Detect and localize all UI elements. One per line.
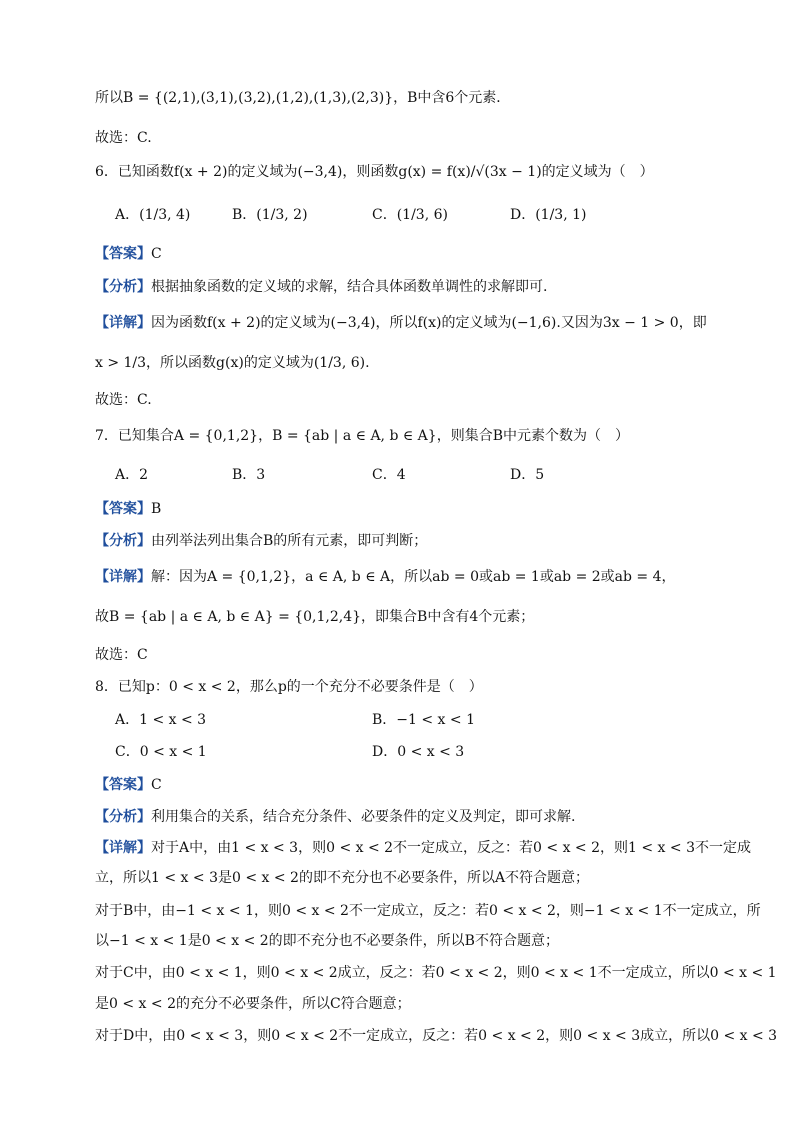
answer-line [95,499,161,519]
analysis-tag: 【分析】 [95,533,151,549]
text-line: 故选：C. [95,392,152,408]
answer-value: C [151,777,162,793]
answer-value: B [151,501,162,517]
detail-text: 以−1 < x < 1是0 < x < 2的即不充分也不必要条件，所以B不符合题意； [95,933,559,949]
detail-tag: 【详解】 [95,315,151,331]
detail-text: x > 1/3，所以函数g(x)的定义域为(1/3, 6). [95,355,370,371]
answer-value: C [151,246,162,262]
answer-line [95,244,162,264]
detail-text: 立，所以1 < x < 3是0 < x < 2的即不充分也不必要条件，所以A不符合题意； [95,870,590,886]
text-line: 所以B = {(2,1),(3,1),(3,2),(1,2),(1,3),(2,3)}，B中含6个元素． [95,90,511,106]
answer-line [95,775,162,795]
text-line: 故选：C [95,647,148,663]
question-6: 6．已知函数f(x + 2)的定义域为(−3,4)，则函数g(x) = f(x)/√(3x − 1)的定义域为（ ） [95,164,654,180]
answer-tag: 【答案】 [95,246,151,262]
question-7: 7．已知集合A = {0,1,2}，B = {ab | a ∈ A, b ∈ A}，则集合B中元素个数为（ ） [95,428,629,444]
detail-text: 是0 < x < 2的充分不必要条件，所以C符合题意； [95,996,411,1012]
detail-tag: 【详解】 [95,840,151,856]
detail-text: 对于A中，由1 < x < 3，则0 < x < 2不一定成立，反之：若0 < x < 2，则1 < x < 3不一定成 [151,840,751,856]
option-d: D．(1/3, 1) [510,207,587,223]
detail-tag: 【详解】 [95,569,151,585]
analysis-text: 由列举法列出集合B的所有元素，即可判断； [151,533,428,549]
question-8: 8．已知p：0 < x < 2，那么p的一个充分不必要条件是（ ） [95,679,483,695]
detail-line [95,567,676,587]
option-a: A．1 < x < 3 [115,712,207,728]
detail-text: 对于B中，由−1 < x < 1，则0 < x < 2不一定成立，反之：若0 < x < 2，则−1 < x < 1不一定成立，所 [95,903,761,919]
option-c: C．4 [372,467,406,483]
analysis-line [95,277,547,297]
detail-text: 因为函数f(x + 2)的定义域为(−3,4)，所以f(x)的定义域为(−1,6).又因为3x − 1 > 0，即 [151,315,707,331]
option-d: D．0 < x < 3 [372,744,465,760]
option-c: C．(1/3, 6) [372,207,448,223]
option-d: D．5 [510,467,545,483]
option-a: A．2 [115,467,149,483]
analysis-tag: 【分析】 [95,279,151,295]
analysis-text: 利用集合的关系，结合充分条件、必要条件的定义及判定，即可求解. [151,809,576,825]
text-line: 故选：C. [95,130,152,146]
detail-line [95,838,751,858]
detail-text: 故B = {ab | a ∈ A, b ∈ A} = {0,1,2,4}，即集合B中含有4个元素； [95,609,535,625]
option-c: C．0 < x < 1 [115,744,207,760]
answer-tag: 【答案】 [95,777,151,793]
detail-text: 对于D中，由0 < x < 3，则0 < x < 2不一定成立，反之：若0 < x < 2，则0 < x < 3成立，所以0 < x < 3 [95,1028,778,1044]
option-b: B．(1/3, 2) [232,207,308,223]
analysis-line [95,807,575,827]
option-a: A．(1/3, 4) [115,207,191,223]
answer-tag: 【答案】 [95,501,151,517]
detail-text: 对于C中，由0 < x < 1，则0 < x < 2成立，反之：若0 < x < 2，则0 < x < 1不一定成立，所以0 < x < 1 [95,965,777,981]
option-b: B．3 [232,467,266,483]
detail-line [95,313,707,333]
option-b: B．−1 < x < 1 [372,712,475,728]
analysis-line [95,531,427,551]
detail-text: 解：因为A = {0,1,2}，a ∈ A, b ∈ A，所以ab = 0或ab = 1或ab = 2或ab = 4， [151,569,676,585]
analysis-text: 根据抽象函数的定义域的求解，结合具体函数单调性的求解即可. [151,279,548,295]
analysis-tag: 【分析】 [95,809,151,825]
